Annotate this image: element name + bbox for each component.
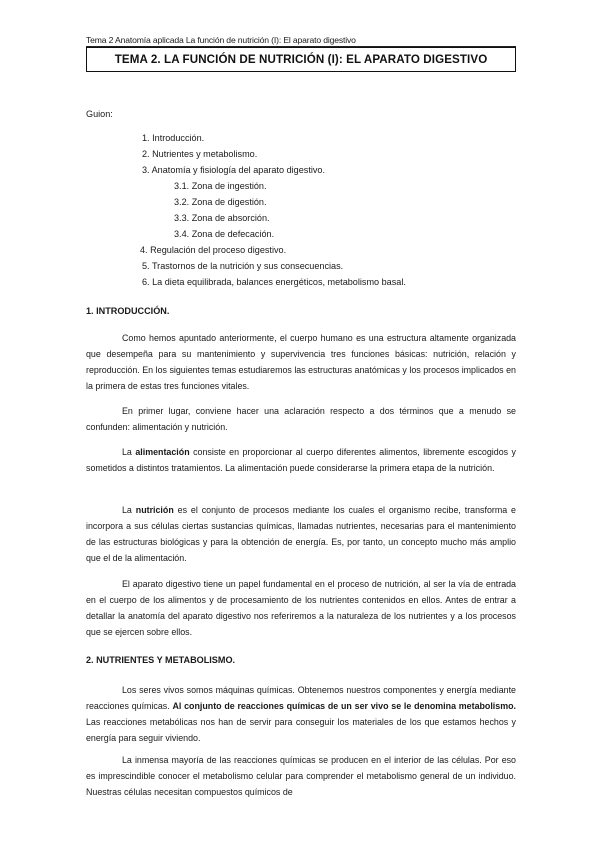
toc-item: 2. Nutrientes y metabolismo. bbox=[142, 149, 258, 159]
toc-subitem: 3.4. Zona de defecación. bbox=[174, 229, 275, 239]
bold-term: nutrición bbox=[135, 505, 174, 515]
running-header: Tema 2 Anatomía aplicada La función de nutrición (I): El aparato digestivo bbox=[86, 35, 516, 47]
paragraph: El aparato digestivo tiene un papel fundamental en el proceso de nutrición, al ser la vía de entrada en el cuerpo de los alimentos y de procesamiento de los nutrientes contenidos en ellos. Antes de entrar a detallar la anatomía del aparato digestivo nos referiremos a la naturaleza de los nutrientes y a los procesos que se ejercen sobre ellos. bbox=[86, 579, 516, 637]
bold-definition: Al conjunto de reacciones químicas de un ser vivo se le denomina metabolismo. bbox=[172, 701, 516, 711]
bold-term: alimentación bbox=[135, 447, 190, 457]
paragraph: La nutrición es el conjunto de procesos mediante los cuales el organismo recibe, transforma e incorpora a sus células ciertas sustancias químicas, llamadas nutrientes, necesarias para el mantenimiento de las estructuras biológicas y para la obtención de energía. Es, por tanto, un concepto mucho más amplio que el de la alimentación. bbox=[86, 505, 516, 563]
toc-item: 4. Regulación del proceso digestivo. bbox=[140, 245, 287, 255]
toc-subitem: 3.3. Zona de absorción. bbox=[174, 213, 270, 223]
toc-item: 3. Anatomía y fisiología del aparato digestivo. bbox=[142, 165, 325, 175]
paragraph: Como hemos apuntado anteriormente, el cuerpo humano es una estructura altamente organizada que desempeña para su mantenimiento y supervivencia tres funciones básicas: nutrición, relación y reproducción. En los siguientes temas estudiaremos las estructuras anatómicas y los procesos implicados en la primera de estas tres funciones vitales. bbox=[86, 333, 516, 391]
paragraph: En primer lugar, conviene hacer una aclaración respecto a dos términos que a menudo se confunden: alimentación y nutrición. bbox=[86, 406, 516, 432]
toc-item: 5. Trastornos de la nutrición y sus consecuencias. bbox=[142, 261, 344, 271]
toc-item: 6. La dieta equilibrada, balances energéticos, metabolismo basal. bbox=[142, 277, 406, 287]
paragraph: La alimentación consiste en proporcionar al cuerpo diferentes alimentos, libremente escogidos y sometidos a distintos tratamientos. La alimentación puede considerarse la primera etapa de la nutrición. bbox=[86, 447, 516, 473]
page-title: TEMA 2. LA FUNCIÓN DE NUTRICIÓN (I): EL APARATO DIGESTIVO bbox=[86, 47, 516, 72]
paragraph: Los seres vivos somos máquinas químicas. Obtenemos nuestros componentes y energía mediante reacciones químicas. Al conjunto de reacciones químicas de un ser vivo se le denomina metabolismo. Las reacciones metabólicas nos han de servir para conseguir los materiales de los que estamos hechos y energía para seguir viviendo. bbox=[86, 685, 516, 743]
toc-subitem: 3.1. Zona de ingestión. bbox=[174, 181, 267, 191]
toc-item: 1. Introducción. bbox=[142, 133, 205, 143]
guion-label: Guion: bbox=[86, 109, 113, 119]
section-heading-nutrientes: 2. NUTRIENTES Y METABOLISMO. bbox=[86, 655, 236, 665]
section-heading-introduccion: 1. INTRODUCCIÓN. bbox=[86, 306, 170, 316]
toc-subitem: 3.2. Zona de digestión. bbox=[174, 197, 267, 207]
paragraph: La inmensa mayoría de las reacciones químicas se producen en el interior de las células. Por eso es imprescindible conocer el metabolismo celular para comprender el metabolismo general de un individuo. Nuestras células necesitan compuestos químicos de bbox=[86, 755, 516, 797]
